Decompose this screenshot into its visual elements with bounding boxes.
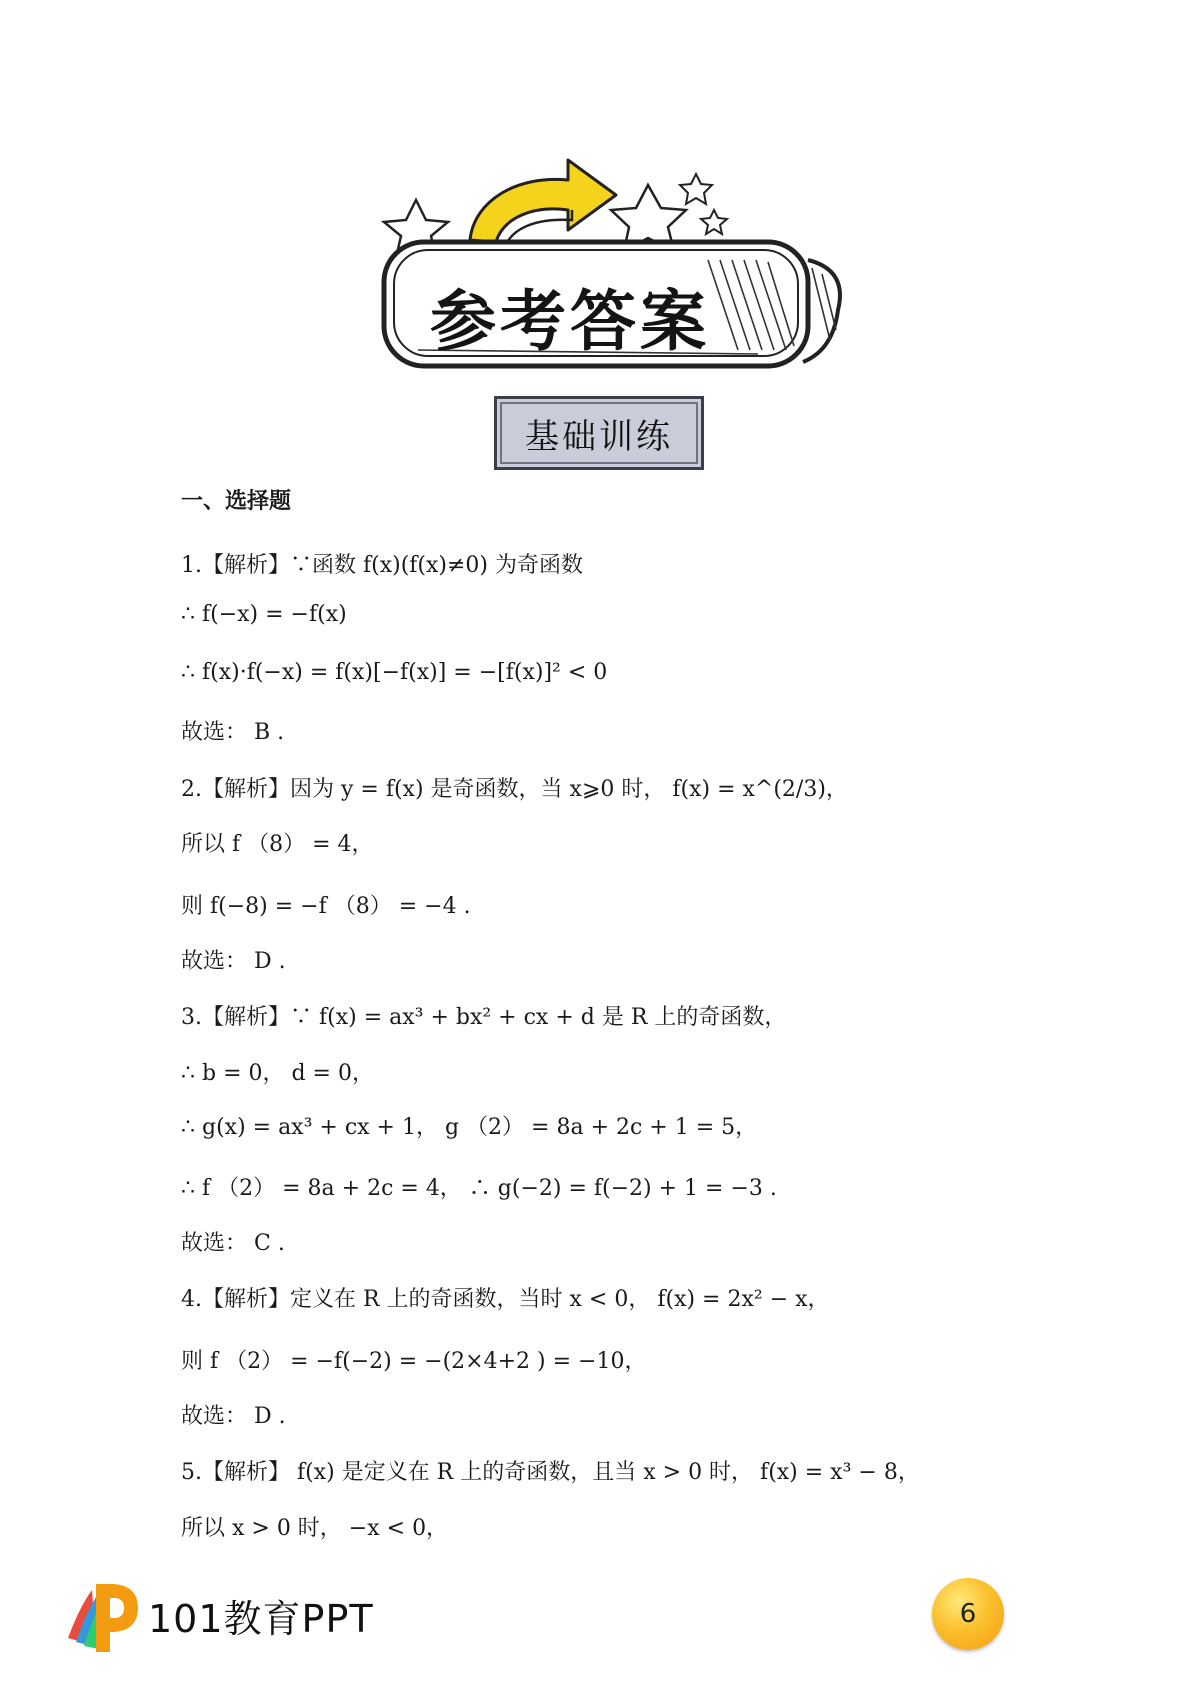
page-number-badge <box>932 1578 1004 1650</box>
answer-line: 1.【解析】∵函数 f(x)(f(x)≠0) 为奇函数 <box>181 553 584 578</box>
star-icon <box>701 210 727 234</box>
section-heading: 一、选择题 <box>181 489 292 514</box>
answer-line: 故选： C . <box>181 1231 285 1256</box>
brand-logo-icon <box>62 1576 142 1656</box>
answer-line: 5.【解析】 f(x) 是定义在 R 上的奇函数，且当 x > 0 时， f(x) = x³ − 8， <box>181 1460 920 1485</box>
subtitle-box <box>494 396 704 470</box>
subtitle-text: 基础训练 <box>525 416 673 457</box>
page-number: 6 <box>959 1599 977 1629</box>
answer-line: 所以 f （8） = 4， <box>181 832 374 857</box>
answer-line: 故选： D . <box>181 949 286 974</box>
answer-line: ∴ b = 0， d = 0， <box>181 1061 374 1086</box>
answer-line: 2.【解析】因为 y = f(x) 是奇函数，当 x⩾0 时， f(x) = x^(2/3)， <box>181 777 848 802</box>
answer-title: 参考答案 <box>430 283 710 360</box>
brand-name: 101教育PPT <box>148 1597 374 1641</box>
answer-line: ∴ f(−x) = −f(x) <box>181 602 347 627</box>
answer-line: 故选： D . <box>181 1404 286 1429</box>
answer-line: 4.【解析】定义在 R 上的奇函数，当时 x < 0， f(x) = 2x² − x， <box>181 1287 830 1312</box>
answer-line: 3.【解析】∵ f(x) = ax³ + bx² + cx + d 是 R 上的奇函数， <box>181 1005 787 1030</box>
answer-line: 则 f （2） = −f(−2) = −(2×4+2 ) = −10， <box>181 1349 647 1374</box>
arrow-icon <box>470 160 616 242</box>
answer-line: 所以 x > 0 时， −x < 0， <box>181 1516 449 1541</box>
answer-line: ∴ f （2） = 8a + 2c = 4， ∴ g(−2) = f(−2) + 1 = −3 . <box>181 1176 777 1201</box>
answer-line: 故选： B . <box>181 720 285 745</box>
answer-line: ∴ f(x)·f(−x) = f(x)[−f(x)] = −[f(x)]² < 0 <box>181 660 608 685</box>
answer-line: ∴ g(x) = ax³ + cx + 1， g （2） = 8a + 2c + 1 = 5， <box>181 1115 758 1140</box>
answer-line: 则 f(−8) = −f （8） = −4 . <box>181 894 471 919</box>
star-icon <box>680 174 712 204</box>
